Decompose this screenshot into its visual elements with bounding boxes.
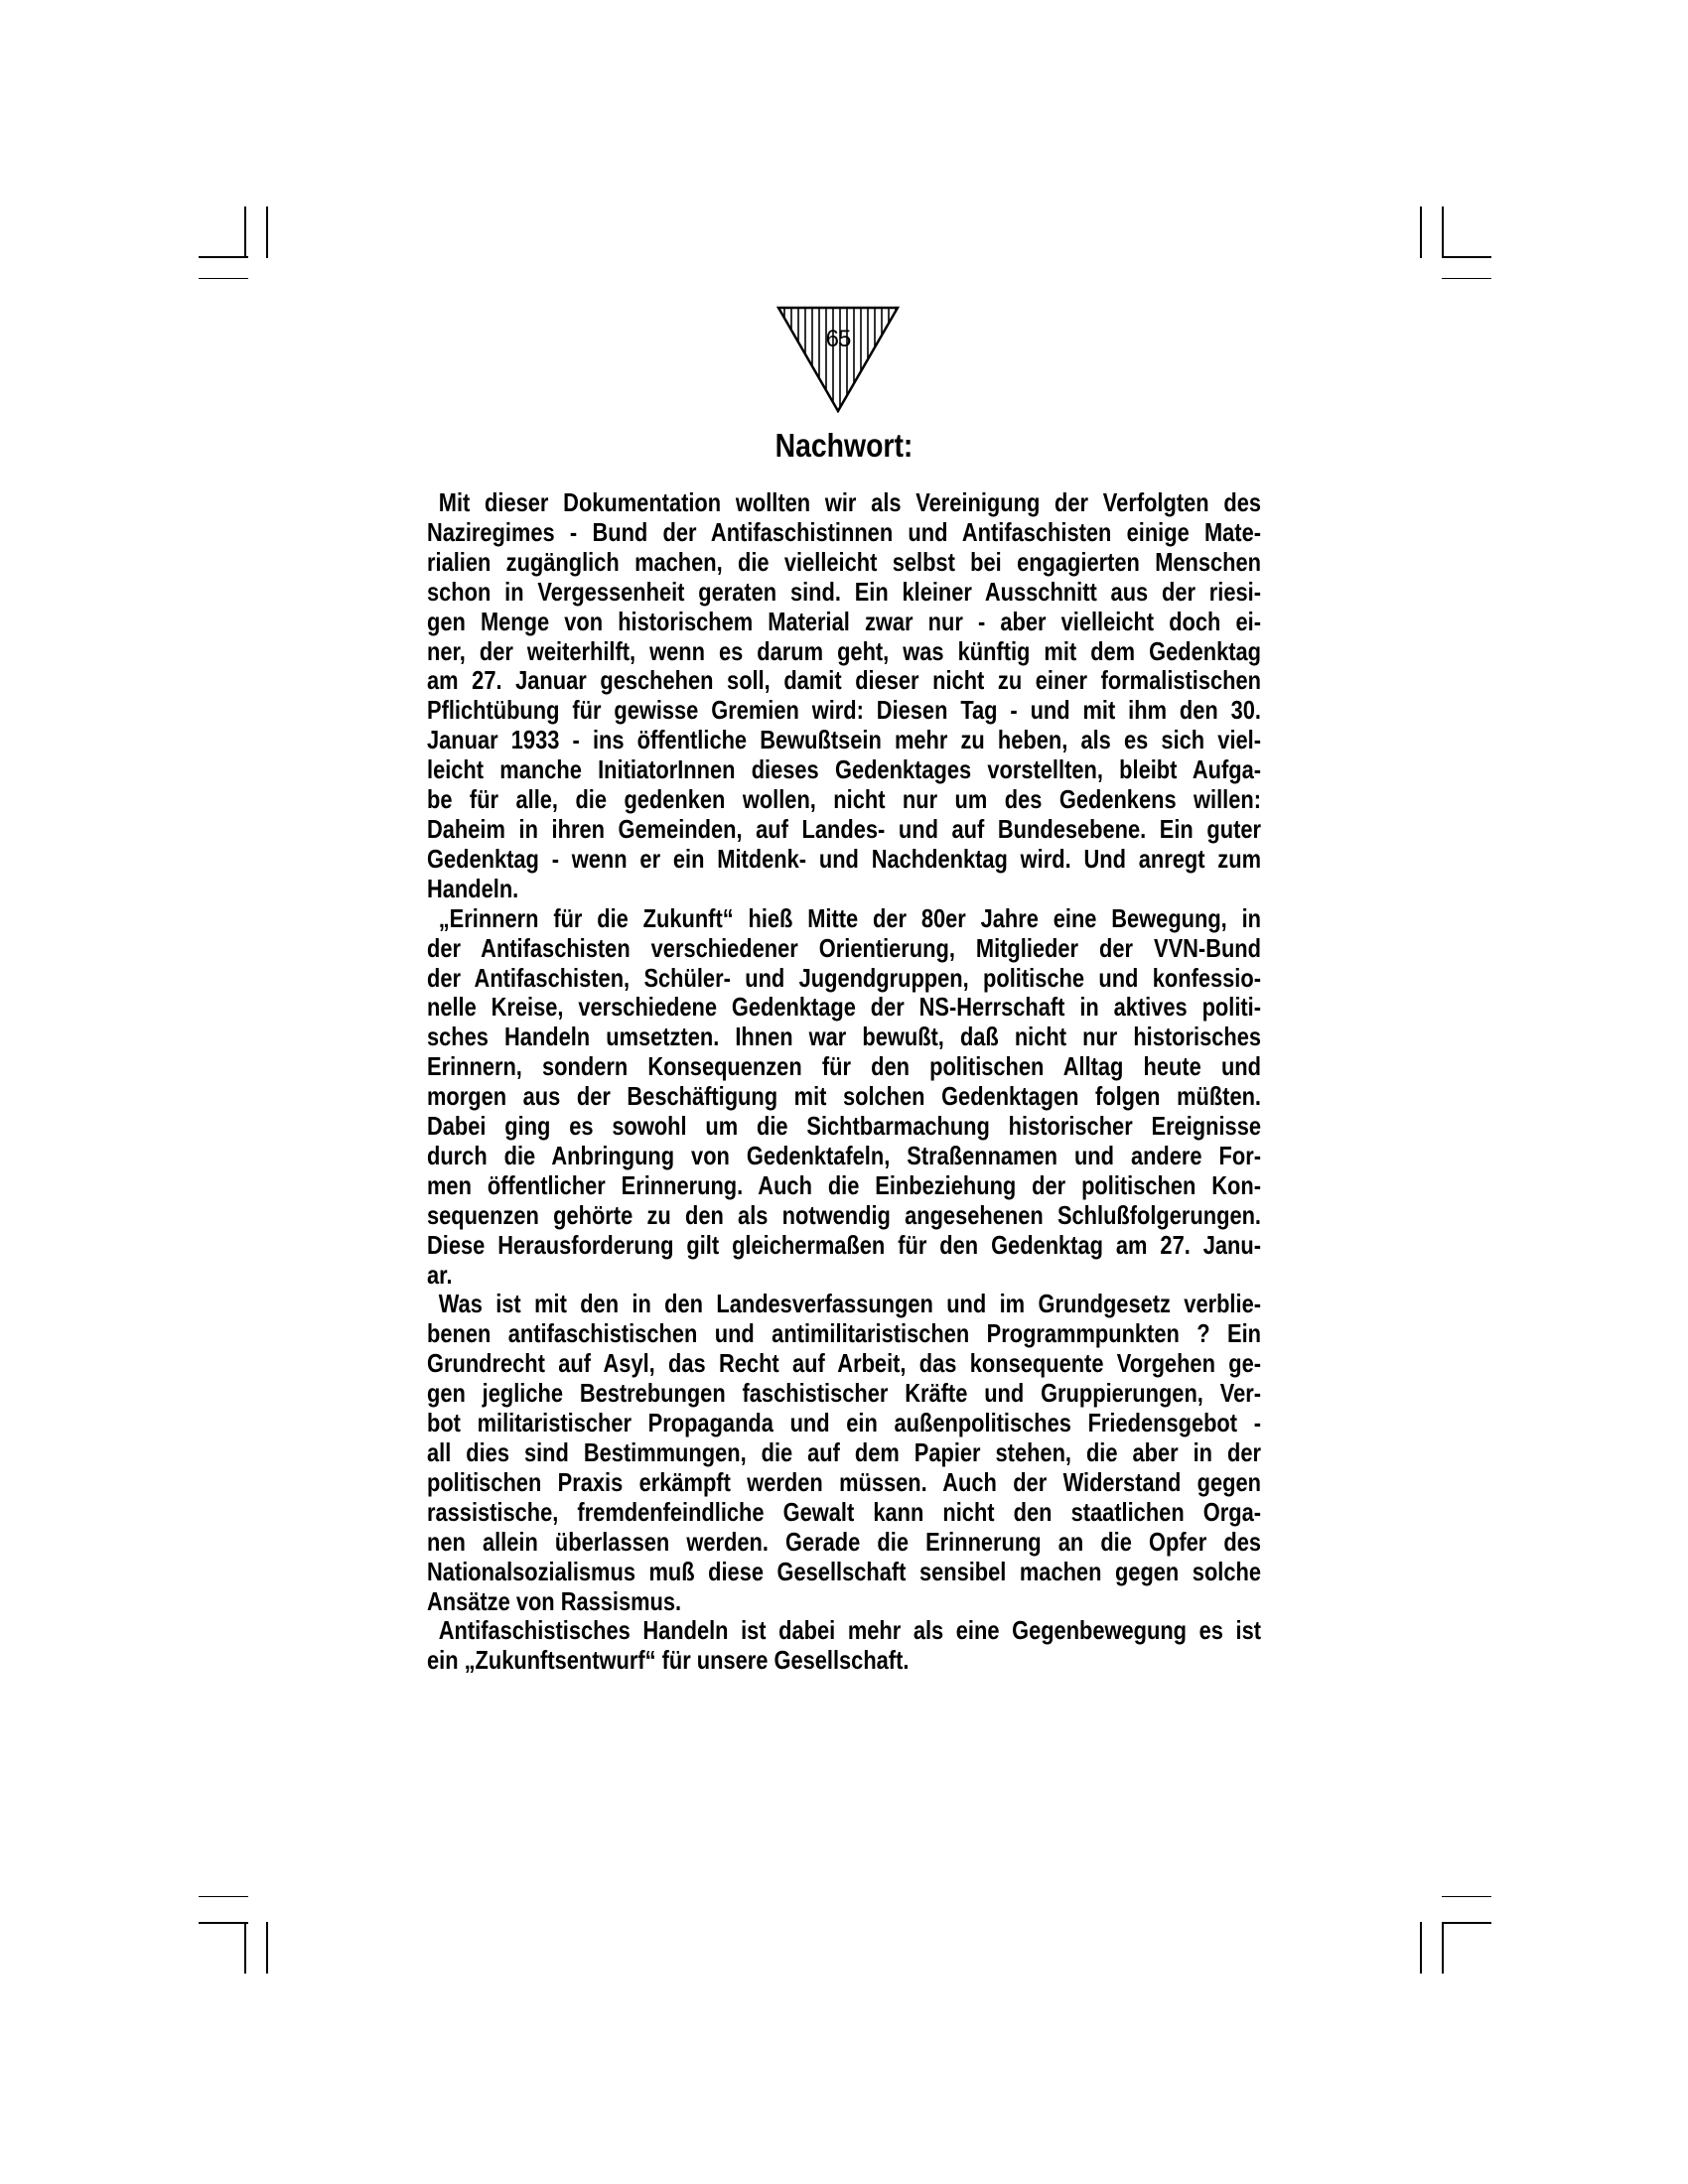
- text-line: Antifaschistisches Handeln ist dabei mehr als eine Gegenbewegung es ist: [438, 1615, 1261, 1646]
- text-line: Pflichtübung für gewisse Gremien wird: Diesen Tag - und mit ihm den 30.: [427, 695, 1261, 726]
- crop-mark: [266, 206, 268, 258]
- text-line: Erinnern, sondern Konsequenzen für den politischen Alltag heute und: [427, 1051, 1261, 1082]
- text-line: schon in Vergessenheit geraten sind. Ein kleiner Ausschnitt aus der riesi-: [427, 576, 1261, 607]
- crop-mark: [1442, 1896, 1491, 1897]
- paragraph: [427, 488, 1261, 904]
- page-number-badge: [776, 306, 900, 413]
- paragraph: [427, 904, 1261, 1291]
- text-line: ner, der weiterhilft, wenn es darum geht, was künftig mit dem Gedenktag: [427, 635, 1261, 666]
- page-title: Nachwort:: [774, 427, 914, 464]
- crop-mark: [1420, 206, 1422, 258]
- text-line: gen Menge von historischem Material zwar nur - aber vielleicht doch ei-: [427, 606, 1261, 636]
- text-line: nen allein überlassen werden. Gerade die Erinnerung an die Opfer des: [427, 1526, 1261, 1557]
- crop-mark: [1420, 1922, 1422, 1974]
- text-line: all dies sind Bestimmungen, die auf dem Papier stehen, die aber in der: [427, 1437, 1261, 1467]
- text-line: am 27. Januar geschehen soll, damit dieser nicht zu einer formalistischen: [427, 665, 1261, 696]
- text-line: sches Handeln umsetzten. Ihnen war bewußt, daß nicht nur historisches: [427, 1022, 1261, 1052]
- text-line: Januar 1933 - ins öffentliche Bewußtsein mehr zu heben, als es sich viel-: [427, 725, 1261, 755]
- crop-mark: [1442, 1922, 1491, 1924]
- text-line: rialien zugänglich machen, die vielleicht selbst bei engagierten Menschen: [427, 546, 1261, 577]
- text-line: Daheim in ihren Gemeinden, auf Landes- und auf Bundesebene. Ein guter: [427, 813, 1261, 844]
- text-line: Was ist mit den in den Landesverfassungen und im Grundgesetz verblie-: [438, 1289, 1261, 1319]
- text-line: Grundrecht auf Asyl, das Recht auf Arbeit, das konsequente Vorgehen ge-: [427, 1348, 1261, 1379]
- page-number: 65: [825, 326, 851, 352]
- crop-mark: [199, 278, 248, 279]
- text-line: Dabei ging es sowohl um die Sichtbarmachung historischer Ereignisse: [427, 1111, 1261, 1142]
- text-line: bot militaristischer Propaganda und ein außenpolitisches Friedensgebot -: [427, 1408, 1261, 1438]
- crop-mark: [199, 1922, 248, 1924]
- body-text: [427, 488, 1261, 1676]
- text-line: ar.: [427, 1259, 453, 1290]
- text-line: gen jegliche Bestrebungen faschistischer Kräfte und Gruppierungen, Ver-: [427, 1378, 1261, 1409]
- text-line: be für alle, die gedenken wollen, nicht nur um des Gedenkens willen:: [427, 784, 1261, 815]
- paragraph: [427, 1290, 1261, 1616]
- text-line: rassistische, fremdenfeindliche Gewalt kann nicht den staatlichen Orga-: [427, 1496, 1261, 1527]
- text-line: Mit dieser Dokumentation wollten wir als Vereinigung der Verfolgten des: [438, 487, 1261, 517]
- text-line: politischen Praxis erkämpft werden müssen. Auch der Widerstand gegen: [427, 1466, 1261, 1497]
- text-line: morgen aus der Beschäftigung mit solchen Gedenktagen folgen müßten.: [427, 1081, 1261, 1112]
- text-line: Diese Herausforderung gilt gleichermaßen für den Gedenktag am 27. Janu-: [427, 1229, 1261, 1260]
- crop-mark: [199, 256, 248, 258]
- text-line: benen antifaschistischen und antimilitaristischen Programmpunkten ? Ein: [427, 1318, 1261, 1349]
- crop-mark: [266, 1922, 268, 1974]
- text-line: Ansätze von Rassismus.: [427, 1585, 682, 1616]
- text-line: der Antifaschisten, Schüler- und Jugendgruppen, politische und konfessio-: [427, 962, 1261, 993]
- text-line: Naziregimes - Bund der Antifaschistinnen und Antifaschisten einige Mate-: [427, 516, 1261, 547]
- crop-mark: [1442, 206, 1444, 258]
- crop-mark: [244, 1922, 246, 1974]
- text-line: der Antifaschisten verschiedener Orientierung, Mitglieder der VVN-Bund: [427, 932, 1261, 963]
- text-line: leicht manche InitiatorInnen dieses Gedenktages vorstellten, bleibt Aufga-: [427, 754, 1261, 785]
- crop-mark: [1442, 1922, 1444, 1974]
- crop-mark: [1442, 256, 1491, 258]
- text-line: ein „Zukunftsentwurf“ für unsere Gesellschaft.: [427, 1645, 910, 1676]
- crop-mark: [1442, 278, 1491, 279]
- text-line: sequenzen gehörte zu den als notwendig angesehenen Schlußfolgerungen.: [427, 1199, 1261, 1230]
- text-line: Nationalsozialismus muß diese Gesellschaft sensibel machen gegen solche: [427, 1556, 1261, 1586]
- text-line: nelle Kreise, verschiedene Gedenktage der NS-Herrschaft in aktives politi-: [427, 992, 1261, 1023]
- text-line: men öffentlicher Erinnerung. Auch die Einbeziehung der politischen Kon-: [427, 1169, 1261, 1200]
- text-line: Gedenktag - wenn er ein Mitdenk- und Nachdenktag wird. Und anregt zum: [427, 843, 1261, 874]
- text-line: Handeln.: [427, 873, 519, 903]
- crop-mark: [199, 1896, 248, 1897]
- paragraph: [427, 1616, 1261, 1676]
- crop-mark: [244, 206, 246, 258]
- text-line: „Erinnern für die Zukunft“ hieß Mitte der 80er Jahre eine Bewegung, in: [438, 902, 1261, 933]
- striped-triangle-icon: [776, 306, 900, 413]
- text-line: durch die Anbringung von Gedenktafeln, Straßennamen und andere For-: [427, 1140, 1261, 1170]
